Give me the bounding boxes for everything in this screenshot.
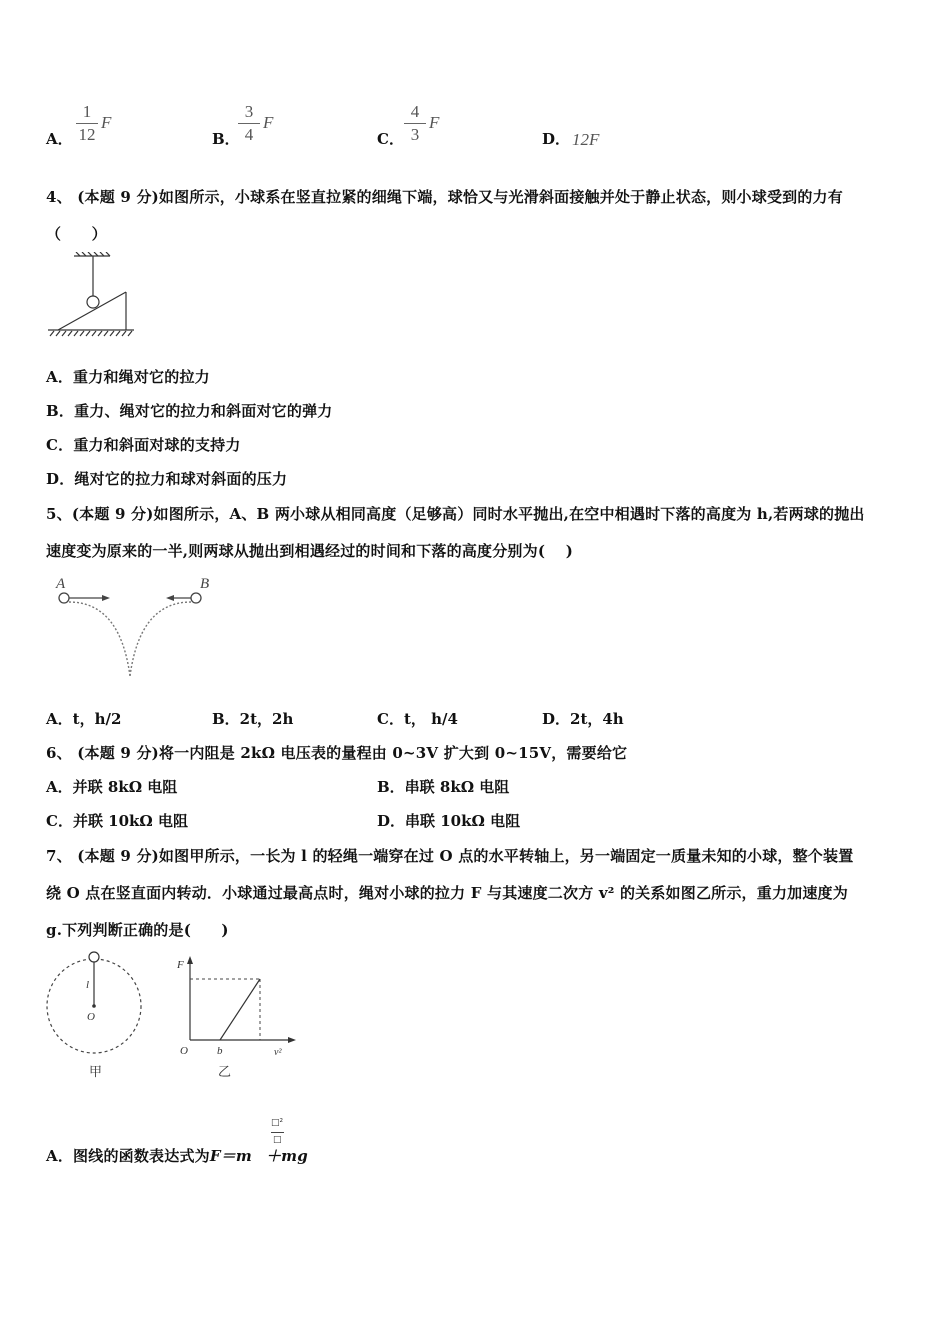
q7-option-a-suffix: ＋mg [265, 1147, 308, 1165]
q4-option-b: B．重力、绳对它的拉力和斜面对它的弹力 [46, 402, 333, 420]
q7-option-a [46, 1145, 308, 1166]
q4-option-a: A．重力和绳对它的拉力 [46, 368, 210, 386]
denominator: 3 [410, 125, 420, 144]
caption-jia: 甲 [89, 1064, 103, 1079]
q7-stem-line1: 7、 (本题 9 分)如图甲所示，一长为 l 的轻绳一端穿在过 O 点的水平转轴上，另一端固定一质量未知的小球，整个装置 [46, 847, 854, 865]
label-b: b [217, 1045, 223, 1057]
q4-option-d: D．绳对它的拉力和球对斜面的压力 [46, 470, 288, 488]
q4-stem: 4、 (本题 9 分)如图所示，小球系在竖直拉紧的细绳下端，球恰又与光滑斜面接触并处于静止状态，则小球受到的力有 [46, 188, 843, 206]
q7-option-a-fraction [271, 1118, 285, 1148]
q6-option-d: D．串联 10kΩ 电阻 [377, 812, 521, 830]
caption-yi: 乙 [218, 1064, 232, 1079]
q3-option-a-fraction [76, 102, 116, 148]
q5-option-c: C．t， h/4 [377, 710, 458, 728]
label-f: F [177, 959, 184, 971]
label-b: B [200, 576, 210, 592]
numerator: 1 [82, 102, 92, 121]
q5-stem-line1: 5、(本题 9 分)如图所示，A、B 两小球从相同高度（足够高）同时水平抛出,在空中相遇时下落的高度为 h,若两球的抛出 [46, 505, 865, 523]
label-o: O [180, 1045, 188, 1057]
label-v2: v² [274, 1047, 282, 1058]
q3-option-d-letter: D． [542, 130, 571, 148]
q7-figure-graph [172, 948, 300, 1084]
variable: F [263, 113, 274, 132]
variable: F [101, 113, 112, 132]
q4-figure-ball-on-incline [44, 252, 140, 342]
q5-stem-line2: 速度变为原来的一半,则两球从抛出到相遇经过的时间和下落的高度分别为( ) [46, 542, 574, 560]
q6-option-c: C．并联 10kΩ 电阻 [46, 812, 189, 830]
q7-figure-circle [42, 948, 148, 1084]
denominator: 4 [244, 125, 254, 144]
numerator: 3 [244, 102, 254, 121]
q7-stem-line2: 绕 O 点在竖直面内转动．小球通过最高点时，绳对小球的拉力 F 与其速度二次方 v² 的关系如图乙所示，重力加速度为 [46, 884, 848, 902]
label-l: l [86, 979, 90, 991]
q5-option-b: B．2t，2h [212, 710, 294, 728]
q3-option-c-fraction [404, 102, 444, 148]
denominator: 12 [78, 125, 96, 144]
q3-option-a-letter: A． [46, 130, 73, 148]
q3-option-b-letter: B． [212, 130, 240, 148]
q6-option-b: B．串联 8kΩ 电阻 [377, 778, 510, 796]
q7-stem-line3: g.下列判断正确的是( ) [46, 921, 229, 939]
numerator: 4 [410, 102, 420, 121]
q7-option-a-prefix: A．图线的函数表达式为 [46, 1147, 210, 1165]
q6-stem: 6、 (本题 9 分)将一内阻是 2kΩ 电压表的量程由 0~3V 扩大到 0~15V，需要给它 [46, 744, 628, 762]
q7-option-a-f: F＝m [209, 1147, 252, 1165]
q5-figure-projectiles [50, 572, 220, 682]
q5-option-a: A．t，h/2 [46, 710, 122, 728]
q4-paren: （ ） [46, 225, 107, 243]
q3-option-c-letter: C． [377, 130, 404, 148]
label-o: O [87, 1011, 95, 1023]
q6-option-a: A．并联 8kΩ 电阻 [46, 778, 178, 796]
q4-option-c: C．重力和斜面对球的支持力 [46, 436, 241, 454]
q3-option-d-text: 12F [572, 130, 600, 149]
fraction-top: □² [271, 1118, 284, 1128]
q3-option-b-fraction [238, 102, 278, 148]
variable: F [429, 113, 440, 132]
q5-option-d: D．2t，4h [542, 710, 624, 728]
fraction-bottom: □ [273, 1135, 282, 1145]
label-a: A [56, 576, 66, 592]
